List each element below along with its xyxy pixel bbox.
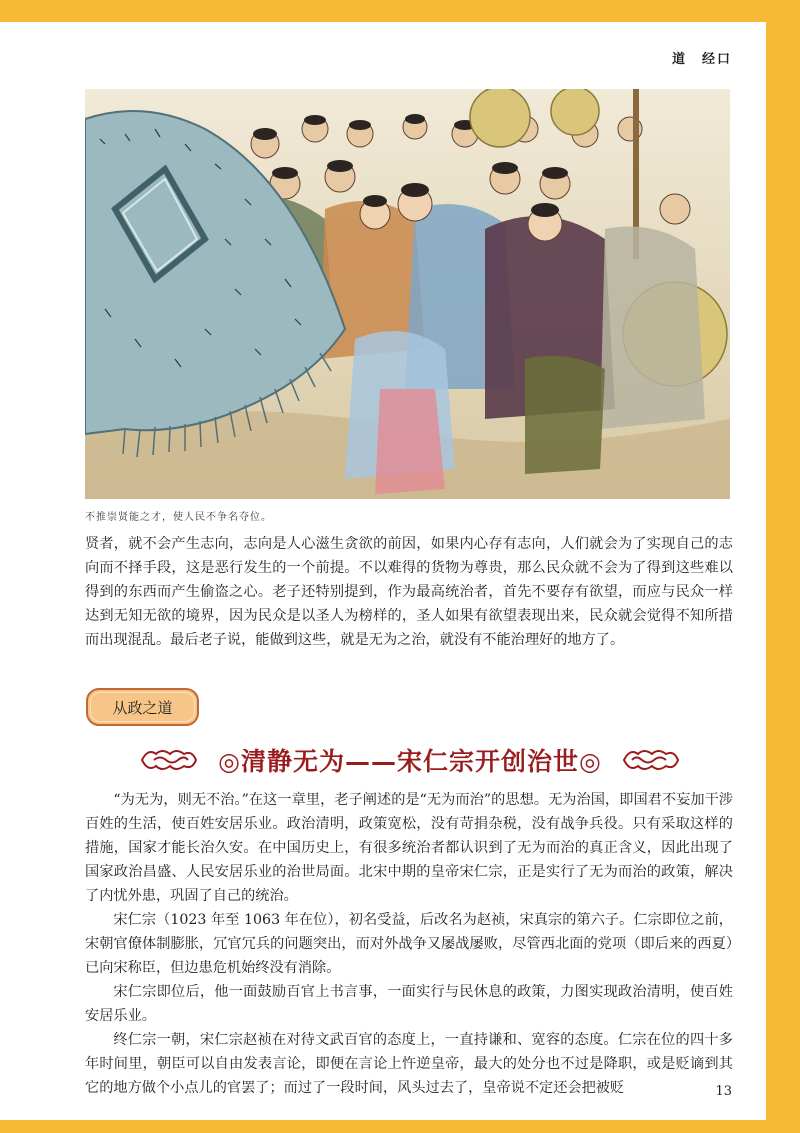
page-number: 13 <box>715 1084 732 1099</box>
running-title: 道 经口 <box>671 52 732 67</box>
section-body <box>85 788 733 1100</box>
subheading-title: ◎清静无为——宋仁宗开创治世◎ <box>218 747 602 776</box>
section-tag: 从政之道 <box>86 688 199 726</box>
body-paragraph: 宋仁宗（1023 年至 1063 年在位），初名受益，后改名为赵祯，宋真宗的第六子。仁宗即位之前，宋朝官僚体制膨胀，冗官冗兵的问题突出，而对外战争又屡战屡败，尽管西北面的党项（即后来的西夏）已向宋称臣，但边患危机始终没有消除。 <box>85 912 733 976</box>
page <box>0 22 766 1120</box>
cloud-ornament-right-icon <box>622 745 680 775</box>
cloud-ornament-left-icon <box>140 745 198 775</box>
illustration-painting <box>85 89 730 499</box>
body-paragraph: 宋仁宗即位后，他一面鼓励百官上书言事，一面实行与民休息的政策，力图实现政治清明，使百姓安居乐业。 <box>85 984 733 1024</box>
subheading-row <box>140 737 680 783</box>
illustration <box>85 89 730 499</box>
body-paragraph: 终仁宗一朝，宋仁宗赵祯在对待文武百官的态度上，一直持谦和、宽容的态度。仁宗在位的四十多年时间里，朝臣可以自由发表言论，即便在言论上忤逆皇帝，最大的处分也不过是降职，或是贬谪到其它的地方做个小点儿的官罢了；而过了一段时间，风头过去了，皇帝说不定还会把被贬 <box>85 1032 733 1096</box>
figure-caption: 不推崇贤能之才，使人民不争名夺位。 <box>85 512 272 523</box>
body-paragraph: “为无为，则无不治。”在这一章里，老子阐述的是“无为而治”的思想。无为治国，即国君不妄加干涉百姓的生活，使百姓安居乐业。政治清明，政策宽松，没有苛捐杂税，没有战争兵役。只有采取这样的措施，国家才能长治久安。在中国历史上，有很多统治者都认识到了无为而治的真正含义，因此出现了国家政治昌盛、人民安居乐业的治世局面。北宋中期的皇帝宋仁宗，正是实行了无为而治的政策，解决了内忧外患，巩固了自己的统治。 <box>85 792 733 904</box>
body-paragraph-intro: 贤者，就不会产生志向，志向是人心滋生贪欲的前因，如果内心存有志向，人们就会为了实现自己的志向而不择手段，这是恶行发生的一个前提。不以难得的货物为尊贵，那么民众就不会为了得到这些难以得到的东西而产生偷盗之心。老子还特别提到，作为最高统治者，首先不要存有欲望，而应与民众一样达到无知无欲的境界，因为民众是以圣人为榜样的，圣人如果有欲望表现出来，民众就会觉得不知所措而出现混乱。最后老子说，能做到这些，就是无为之治，就没有不能治理好的地方了。 <box>85 536 733 648</box>
